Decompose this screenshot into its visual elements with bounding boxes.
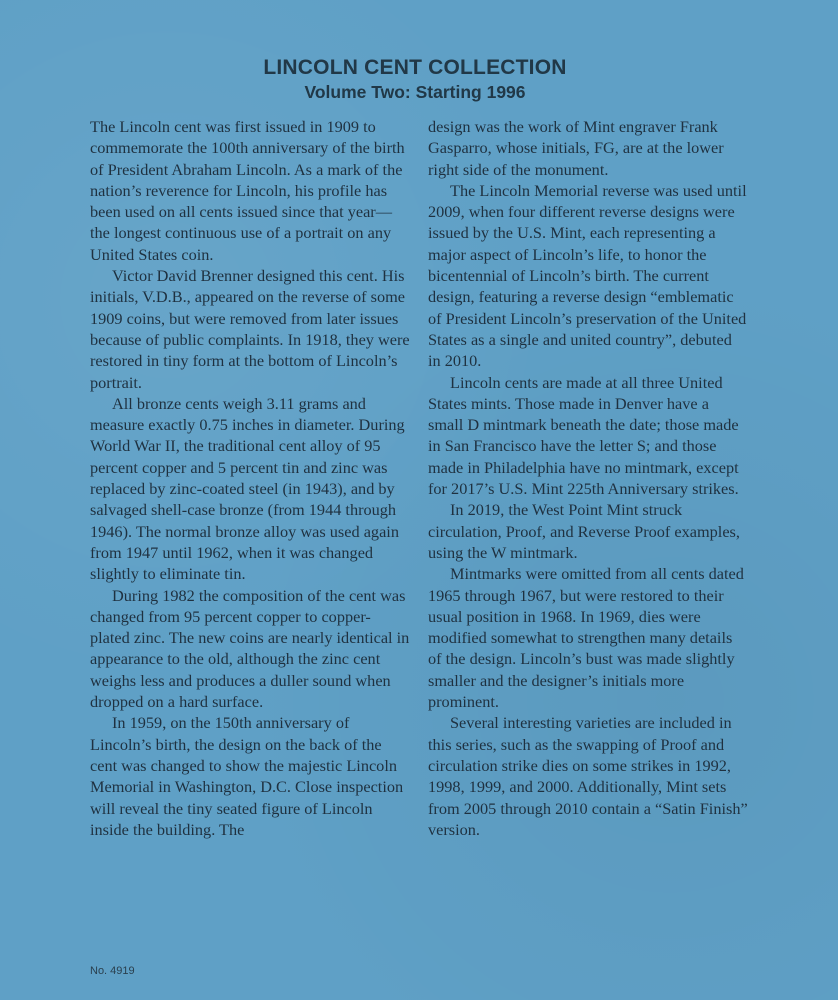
paragraph: Mintmarks were omitted from all cents dated 1965 through 1967, but were restored to their usual position in 1968. In 1969, dies were modified somewhat to strengthen many details of the design. Lincoln’s bust was made slightly smaller and the designer’s initials more prominent. xyxy=(428,564,744,712)
paragraph: The Lincoln Memorial reverse was used until 2009, when four different reverse designs were issued by the U.S. Mint, each representing a major aspect of Lincoln’s life, to honor the bicentennial of Lincoln’s birth. The current design, featuring a reverse design “emblematic of President Lincoln’s preservation of the United States as a single and united country”, debuted in 2010. xyxy=(428,180,747,371)
paragraph: design was the work of Mint engraver Frank Gasparro, whose initials, FG, are at the lower right side of the monument. xyxy=(428,117,724,179)
paragraph: In 2019, the West Point Mint struck circulation, Proof, and Reverse Proof examples, using the W mintmark. xyxy=(428,500,740,562)
left-text-column xyxy=(90,116,410,840)
right-text-column xyxy=(428,116,748,840)
paragraph: Several interesting varieties are included in this series, such as the swapping of Proof and circulation strike dies on some strikes in 1992, 1998, 1999, and 2000. Additionally, Mint sets from 2005 through 2010 contain a “Satin Finish” version. xyxy=(428,713,748,839)
paragraph: Victor David Brenner designed this cent. His initials, V.D.B., appeared on the reverse of some 1909 coins, but were removed from later issues because of public complaints. In 1918, they were restored in tiny form at the bottom of Lincoln’s portrait. xyxy=(90,266,410,392)
catalog-number: No. 4919 xyxy=(90,965,135,977)
paragraph: All bronze cents weigh 3.11 grams and measure exactly 0.75 inches in diameter. During World War II, the traditional cent alloy of 95 percent copper and 5 percent tin and zinc was replaced by zinc-coated steel (in 1943), and by salvaged shell-case bronze (from 1944 through 1946). The normal bronze alloy was used again from 1947 until 1962, when it was changed slightly to eliminate tin. xyxy=(90,393,405,584)
page-title: LINCOLN CENT COLLECTION xyxy=(263,56,567,79)
paragraph: The Lincoln cent was first issued in 1909 to commemorate the 100th anniversary of the birth of President Abraham Lincoln. As a mark of the nation’s reverence for Lincoln, his profile has been used on all cents issued since that year—the longest continuous use of a portrait on any United States coin. xyxy=(90,117,405,264)
paragraph: In 1959, on the 150th anniversary of Lincoln’s birth, the design on the back of the cent was changed to show the majestic Lincoln Memorial in Washington, D.C. Close inspection will reveal the tiny seated figure of Lincoln inside the building. The xyxy=(90,713,404,839)
paragraph: Lincoln cents are made at all three United States mints. Those made in Denver have a small D mintmark beneath the date; those made in San Francisco have the letter S; and those made in Philadelphia have no mintmark, except for 2017’s U.S. Mint 225th Anniversary strikes. xyxy=(428,372,739,499)
paragraph: During 1982 the composition of the cent was changed from 95 percent copper to copper-plated zinc. The new coins are nearly identical in appearance to the old, although the zinc cent weighs less and produces a duller sound when dropped on a hard surface. xyxy=(90,585,410,712)
page-subtitle: Volume Two: Starting 1996 xyxy=(304,82,526,102)
